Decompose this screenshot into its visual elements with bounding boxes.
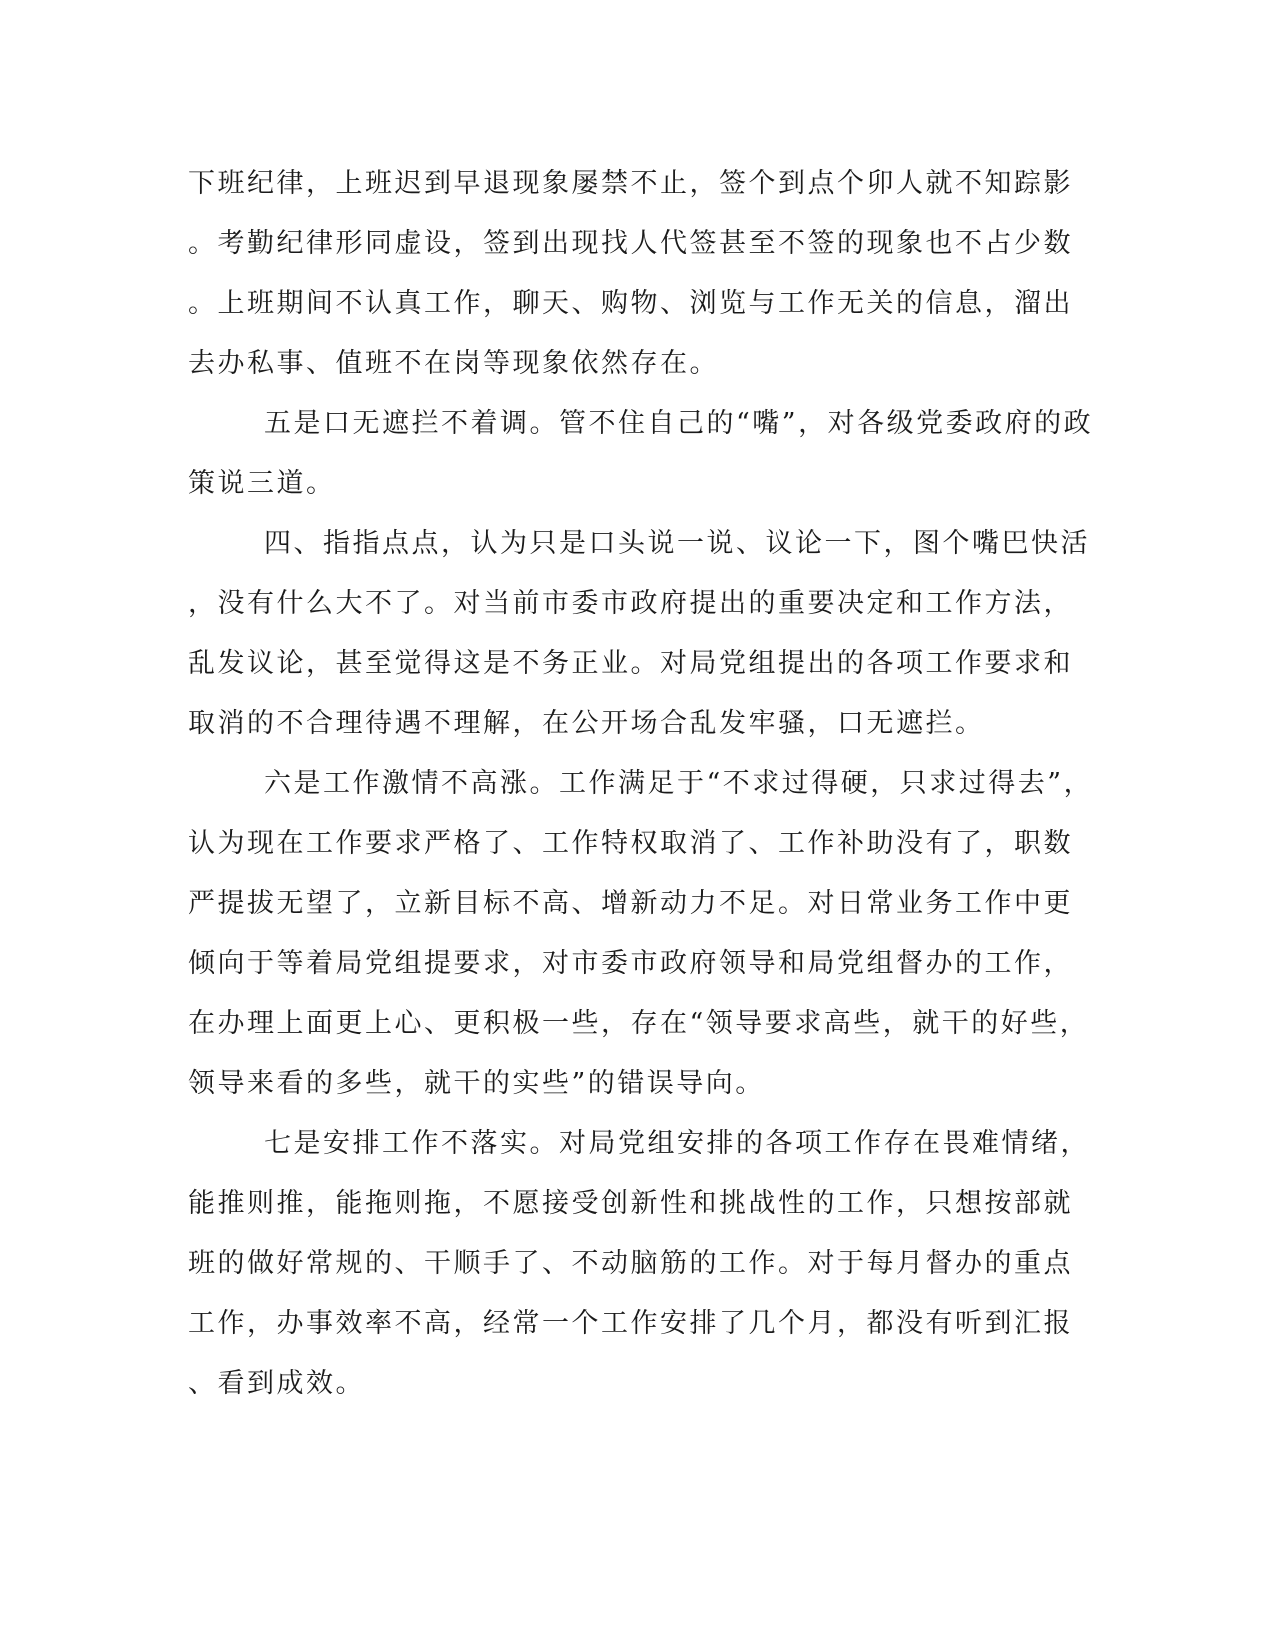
text-line: 领导来看的多些，就干的实些”的错误导向。 <box>188 1068 765 1099</box>
text-line: ，没有什么大不了。对当前市委市政府提出的重要决定和工作方法， <box>188 588 1073 619</box>
text-line: 取消的不合理待遇不理解，在公开场合乱发牢骚，口无遮拦。 <box>188 708 985 739</box>
paragraph-start-line: 六是工作激情不高涨。工作满足于“不求过得硬，只求过得去”， <box>264 768 1094 799</box>
paragraph-start-line: 五是口无遮拦不着调。管不住自己的“嘴”，对各级党委政府的政 <box>264 408 1094 439</box>
text-line: 在办理上面更上心、更积极一些，存在“领导要求高些，就干的好些， <box>188 1008 1090 1039</box>
text-line: 工作，办事效率不高，经常一个工作安排了几个月，都没有听到汇报 <box>188 1308 1073 1339</box>
text-line: 严提拔无望了，立新目标不高、增新动力不足。对日常业务工作中更 <box>188 888 1073 919</box>
text-line: 认为现在工作要求严格了、工作特权取消了、工作补助没有了，职数 <box>188 828 1073 859</box>
text-line: 、看到成效。 <box>188 1368 365 1399</box>
text-line: 。考勤纪律形同虚设，签到出现找人代签甚至不签的现象也不占少数 <box>188 228 1073 259</box>
text-line: 能推则推，能拖则拖，不愿接受创新性和挑战性的工作，只想按部就 <box>188 1188 1073 1219</box>
text-line: 下班纪律，上班迟到早退现象屡禁不止，签个到点个卯人就不知踪影 <box>188 168 1073 199</box>
text-line: 班的做好常规的、干顺手了、不动脑筋的工作。对于每月督办的重点 <box>188 1248 1073 1279</box>
text-line: 策说三道。 <box>188 468 336 499</box>
text-line: 。上班期间不认真工作，聊天、购物、浏览与工作无关的信息，溜出 <box>188 288 1073 319</box>
text-line: 去办私事、值班不在岗等现象依然存在。 <box>188 348 719 379</box>
text-line: 乱发议论，甚至觉得这是不务正业。对局党组提出的各项工作要求和 <box>188 648 1073 679</box>
paragraph-start-line: 四、指指点点，认为只是口头说一说、议论一下，图个嘴巴快活 <box>264 528 1090 559</box>
document-body <box>188 164 1094 1424</box>
paragraph-start-line: 七是安排工作不落实。对局党组安排的各项工作存在畏难情绪， <box>264 1128 1090 1159</box>
text-line: 倾向于等着局党组提要求，对市委市政府领导和局党组督办的工作， <box>188 948 1073 979</box>
